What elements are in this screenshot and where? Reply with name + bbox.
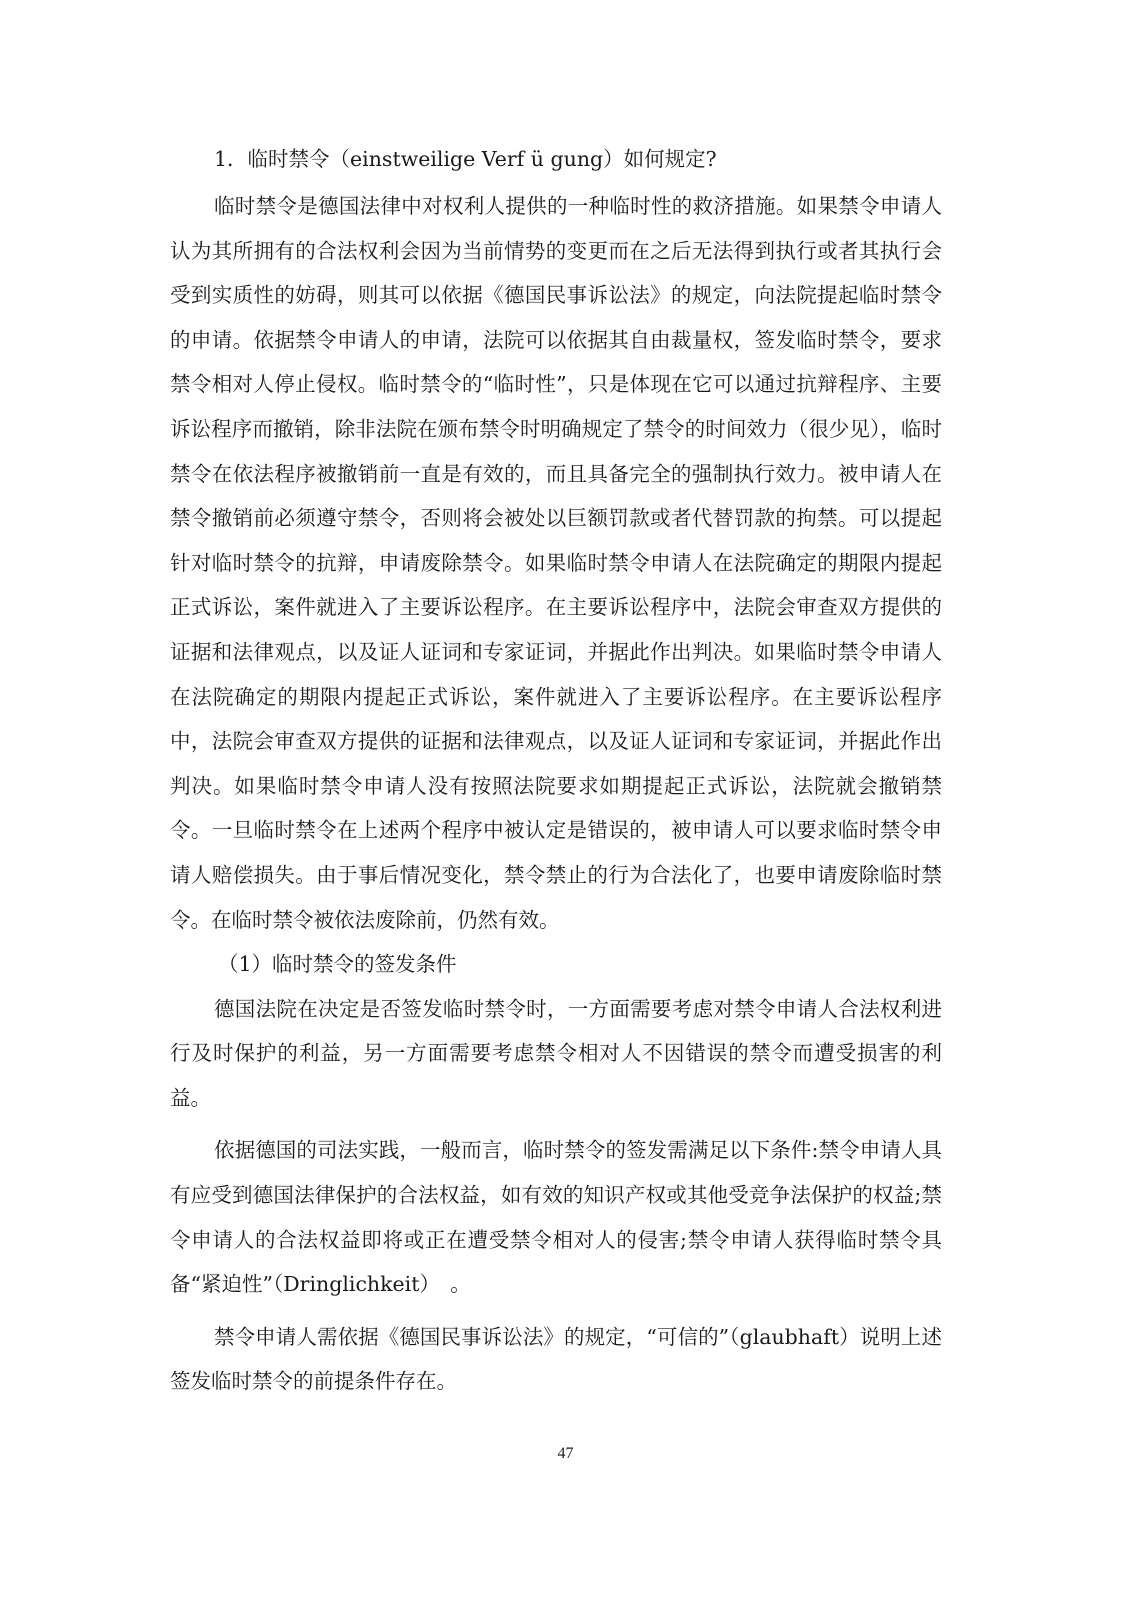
page-body <box>170 138 942 1404</box>
page-number: 47 <box>557 1445 574 1462</box>
sub-heading-issuance-conditions: （1）临时禁令的签发条件 <box>218 952 457 977</box>
paragraph-issuance-requirements: 依据德国的司法实践，一般而言，临时禁令的签发需满足以下条件:禁令申请人具有应受到德国法律保护的合法权益，如有效的知识产权或其他受竞争法保护的权益;禁令申请人的合法权益即将或正在遭受禁令相对人的侵害;禁令申请人获得临时禁令具备“紧迫性”（Dringlichkeit） 。 <box>170 1138 942 1297</box>
section-heading: 1．临时禁令（einstweilige Verf ü gung）如何规定? <box>214 147 717 171</box>
paragraph-court-considerations: 德国法院在决定是否签发临时禁令时，一方面需要考虑对禁令申请人合法权利进行及时保护的利益，另一方面需要考虑禁令相对人不因错误的禁令而遭受损害的利益。 <box>170 996 942 1110</box>
paragraph-credibility-requirement: 禁令申请人需依据《德国民事诉讼法》的规定，“可信的”（glaubhaft）说明上述签发临时禁令的前提条件存在。 <box>170 1324 942 1394</box>
paragraph-interim-injunction-definition: 临时禁令是德国法律中对权利人提供的一种临时性的救济措施。如果禁令申请人认为其所拥有的合法权利会因为当前情势的变更而在之后无法得到执行或者其执行会受到实质性的妨碍，则其可以依据《德国民事诉讼法》的规定，向法院提起临时禁令的申请。依据禁令申请人的申请，法院可以依据其自由裁量权，签发临时禁令，要求禁令相对人停止侵权。临时禁令的“临时性”，只是体现在它可以通过抗辩程序、主要诉讼程序而撤销，除非法院在颁布禁令时明确规定了禁令的时间效力（很少见），临时禁令在依法程序被撤销前一直是有效的，而且具备完全的强制执行效力。被申请人在禁令撤销前必须遵守禁令，否则将会被处以巨额罚款或者代替罚款的拘禁。可以提起针对临时禁令的抗辩，申请废除禁令。如果临时禁令申请人在法院确定的期限内提起正式诉讼，案件就进入了主要诉讼程序。在主要诉讼程序中，法院会审查双方提供的证据和法律观点，以及证人证词和专家证词，并据此作出判决。如果临时禁令申请人在法院确定的期限内提起正式诉讼，案件就进入了主要诉讼程序。在主要诉讼程序中，法院会审查双方提供的证据和法律观点，以及证人证词和专家证词，并据此作出判决。如果临时禁令申请人没有按照法院要求如期提起正式诉讼，法院就会撤销禁令。一旦临时禁令在上述两个程序中被认定是错误的，被申请人可以要求临时禁令申请人赔偿损失。由于事后情况变化，禁令禁止的行为合法化了，也要申请废除临时禁令。在临时禁令被依法废除前，仍然有效。 <box>170 194 942 932</box>
